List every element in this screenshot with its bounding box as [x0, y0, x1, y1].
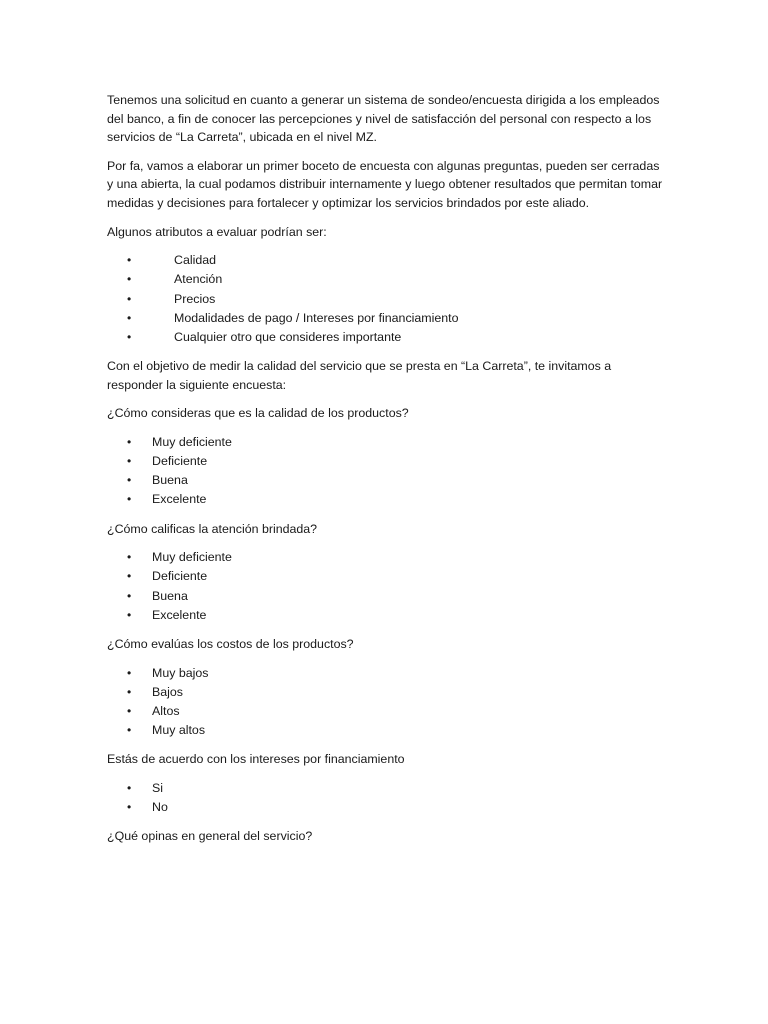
- bullet-icon: •: [127, 550, 132, 565]
- bullet-icon: •: [127, 253, 132, 268]
- list-item: • Muy bajos: [107, 664, 667, 683]
- options-quality: [107, 433, 667, 510]
- question-quality: ¿Cómo consideras que es la calidad de los productos?: [107, 406, 409, 421]
- attributes-heading: Algunos atributos a evaluar podrían ser:: [107, 224, 327, 239]
- list-item: • Muy deficiente: [107, 548, 667, 567]
- list-item: • Deficiente: [107, 452, 667, 471]
- bullet-icon: •: [127, 723, 132, 738]
- list-item: • Buena: [107, 471, 667, 490]
- bullet-icon: •: [127, 310, 132, 325]
- bullet-icon: •: [127, 272, 132, 287]
- attributes-list: [107, 251, 667, 347]
- list-item: • Muy altos: [107, 721, 667, 740]
- bullet-icon: •: [127, 492, 132, 507]
- intro-paragraph-1: Tenemos una solicitud en cuanto a generar un sistema de sondeo/encuesta dirigida a los empleados del banco, a fin de conocer las percepciones y nivel de satisfacción del personal con respecto a los servicios de “La Carreta”, ubicada en el nivel MZ.: [107, 93, 660, 145]
- list-item: • Muy deficiente: [107, 433, 667, 452]
- list-item: • Precios: [107, 290, 667, 309]
- question-financing: Estás de acuerdo con los intereses por financiamiento: [107, 752, 405, 767]
- options-costs: [107, 664, 667, 741]
- bullet-icon: •: [127, 291, 132, 306]
- options-financing: [107, 779, 667, 817]
- list-item: • Excelente: [107, 490, 667, 509]
- list-item: • No: [107, 798, 667, 817]
- bullet-icon: •: [127, 780, 132, 795]
- bullet-icon: •: [127, 800, 132, 815]
- list-item: • Excelente: [107, 606, 667, 625]
- bullet-icon: •: [127, 684, 132, 699]
- list-item: • Altos: [107, 702, 667, 721]
- bullet-icon: •: [127, 607, 132, 622]
- question-attention: ¿Cómo calificas la atención brindada?: [107, 521, 318, 536]
- intro-paragraph-2: Por fa, vamos a elaborar un primer boceto de encuesta con algunas preguntas, pueden ser cerradas y una abierta, la cual podamos distribuir internamente y luego obtener resultados que permitan tomar medidas y decisiones para fortalecer y optimizar los servicios brindados por este aliado.: [107, 158, 663, 210]
- question-open-ended: ¿Qué opinas en general del servicio?: [107, 829, 313, 844]
- bullet-icon: •: [127, 569, 132, 584]
- list-item: • Atención: [107, 270, 667, 289]
- bullet-icon: •: [127, 473, 132, 488]
- bullet-icon: •: [127, 588, 132, 603]
- survey-intro: Con el objetivo de medir la calidad del servicio que se presta en “La Carreta”, te invitamos a responder la siguiente encuesta:: [107, 359, 612, 392]
- list-item: • Cualquier otro que consideres importante: [107, 328, 667, 347]
- list-item: • Modalidades de pago / Intereses por financiamiento: [107, 309, 667, 328]
- list-item: • Buena: [107, 587, 667, 606]
- bullet-icon: •: [127, 703, 132, 718]
- question-costs: ¿Cómo evalúas los costos de los productos?: [107, 636, 354, 651]
- options-attention: [107, 548, 667, 625]
- list-item: • Bajos: [107, 683, 667, 702]
- bullet-icon: •: [127, 434, 132, 449]
- bullet-icon: •: [127, 329, 132, 344]
- list-item: • Deficiente: [107, 567, 667, 586]
- bullet-icon: •: [127, 454, 132, 469]
- list-item: • Si: [107, 779, 667, 798]
- document-page: [107, 91, 667, 856]
- bullet-icon: •: [127, 665, 132, 680]
- list-item: • Calidad: [107, 251, 667, 270]
